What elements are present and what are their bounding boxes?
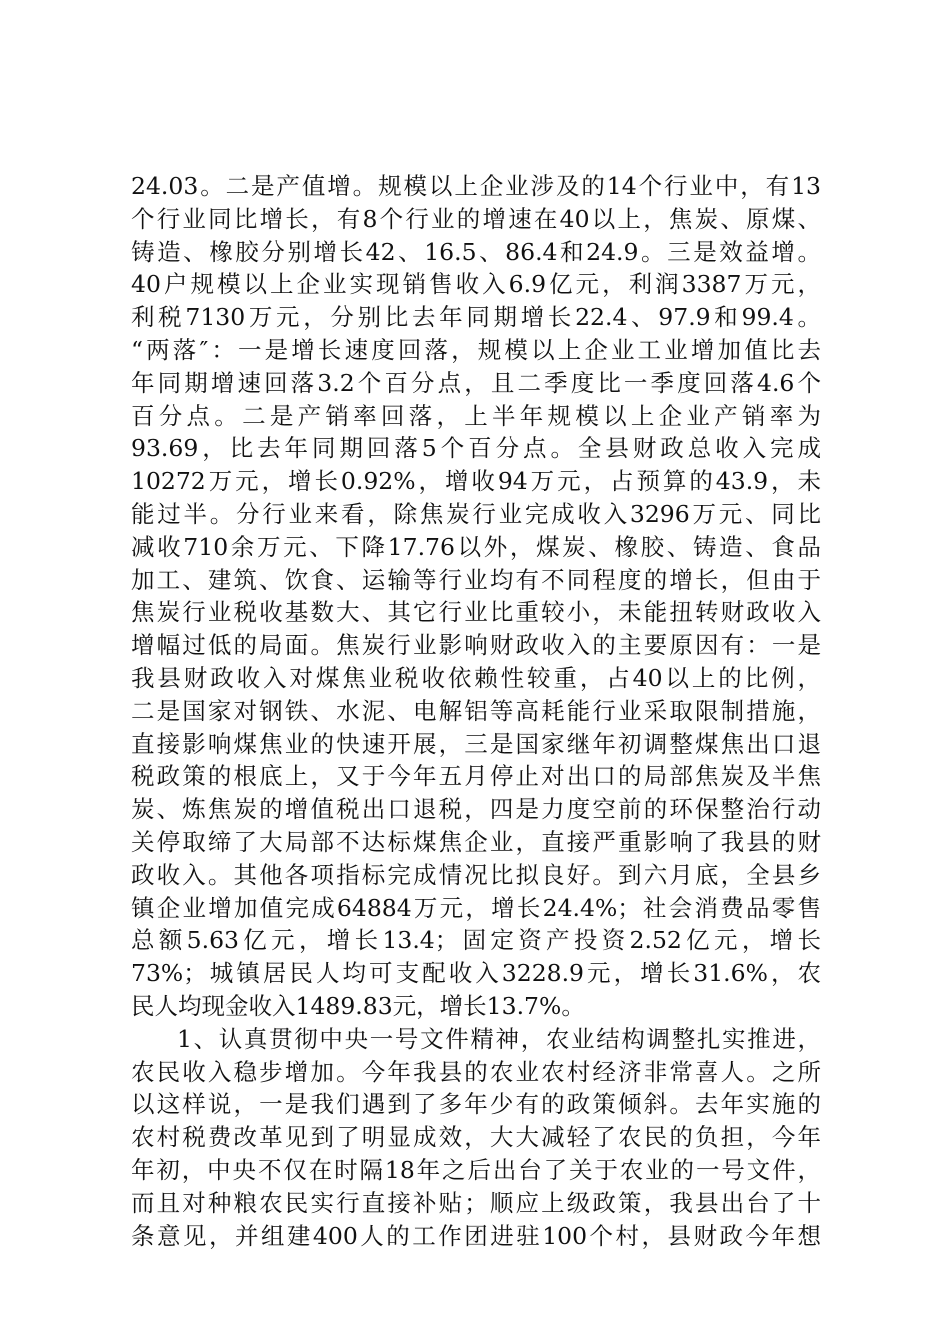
text-line: 政收入。其他各项指标完成情况比拟良好。到六月底，全县乡 — [131, 860, 821, 889]
text-line: 减收710余万元、下降17.76以外，煤炭、橡胶、铸造、食品 — [131, 532, 821, 561]
paragraph-2 — [131, 1023, 821, 1253]
text-line: 而且对种粮农民实行直接补贴；顺应上级政策，我县出台了十 — [131, 1188, 821, 1217]
text-line: 焦炭行业税收基数大、其它行业比重较小，未能扭转财政收入 — [131, 598, 821, 627]
text-line: 关停取缔了大局部不达标煤焦企业，直接严重影响了我县的财 — [131, 827, 821, 856]
text-line: 73%；城镇居民人均可支配收入3228.9元，增长31.6%，农 — [131, 959, 821, 988]
text-line: 93.69，比去年同期回落5个百分点。全县财政总收入完成 — [131, 434, 821, 463]
text-line: 镇企业增加值完成64884万元，增长24.4%；社会消费品零售 — [131, 893, 821, 922]
text-line: 直接影响煤焦业的快速开展，三是国家继年初调整煤焦出口退 — [131, 729, 821, 758]
text-line: 40户规模以上企业实现销售收入6.9亿元，利润3387万元， — [131, 270, 821, 299]
text-line: 炭、炼焦炭的增值税出口退税，四是力度空前的环保整治行动 — [131, 795, 821, 824]
text-line: 民人均现金收入1489.83元，增长13.7%。 — [131, 991, 585, 1020]
text-line: 增幅过低的局面。焦炭行业影响财政收入的主要原因有：一是 — [131, 631, 821, 660]
text-line: 农村税费改革见到了明显成效，大大减轻了农民的负担，今年 — [131, 1123, 821, 1152]
text-line: “两落″：一是增长速度回落，规模以上企业工业增加值比去 — [131, 335, 821, 364]
text-line: 我县财政收入对煤焦业税收依赖性较重，占40以上的比例， — [131, 663, 821, 692]
text-line: 总额5.63亿元，增长13.4；固定资产投资2.52亿元，增长 — [131, 926, 821, 955]
text-line: 24.03。二是产值增。规模以上企业涉及的14个行业中，有13 — [131, 172, 821, 200]
text-line: 以这样说，一是我们遇到了多年少有的政策倾斜。去年实施的 — [131, 1090, 821, 1119]
text-line: 1、认真贯彻中央一号文件精神，农业结构调整扎实推进， — [177, 1024, 821, 1053]
text-line: 税政策的根底上，又于今年五月停止对出口的局部焦炭及半焦 — [131, 762, 821, 791]
text-line: 百分点。二是产销率回落，上半年规模以上企业产销率为 — [131, 401, 821, 430]
text-line: 10272万元，增长0.92%，增收94万元，占预算的43.9，未 — [131, 467, 821, 496]
text-line: 能过半。分行业来看，除焦炭行业完成收入3296万元、同比 — [131, 499, 821, 528]
text-line: 条意见，并组建400人的工作团进驻100个村，县财政今年想 — [131, 1221, 821, 1250]
paragraph-1 — [131, 170, 821, 1023]
text-line: 个行业同比增长，有8个行业的增速在40以上，焦炭、原煤、 — [131, 204, 821, 233]
text-line: 利税7130万元，分别比去年同期增长22.4、97.9和99.4。 — [131, 303, 821, 332]
body-text — [131, 170, 821, 1252]
text-line: 铸造、橡胶分别增长42、16.5、86.4和24.9。三是效益增。 — [131, 237, 821, 266]
text-line: 年初，中央不仅在时隔18年之后出台了关于农业的一号文件， — [131, 1155, 821, 1184]
text-line: 加工、建筑、饮食、运输等行业均有不同程度的增长，但由于 — [131, 565, 821, 594]
text-line: 农民收入稳步增加。今年我县的农业农村经济非常喜人。之所 — [131, 1057, 821, 1086]
text-line: 二是国家对钢铁、水泥、电解铝等高耗能行业采取限制措施， — [131, 696, 821, 725]
text-line: 年同期增速回落3.2个百分点，且二季度比一季度回落4.6个 — [131, 368, 821, 397]
